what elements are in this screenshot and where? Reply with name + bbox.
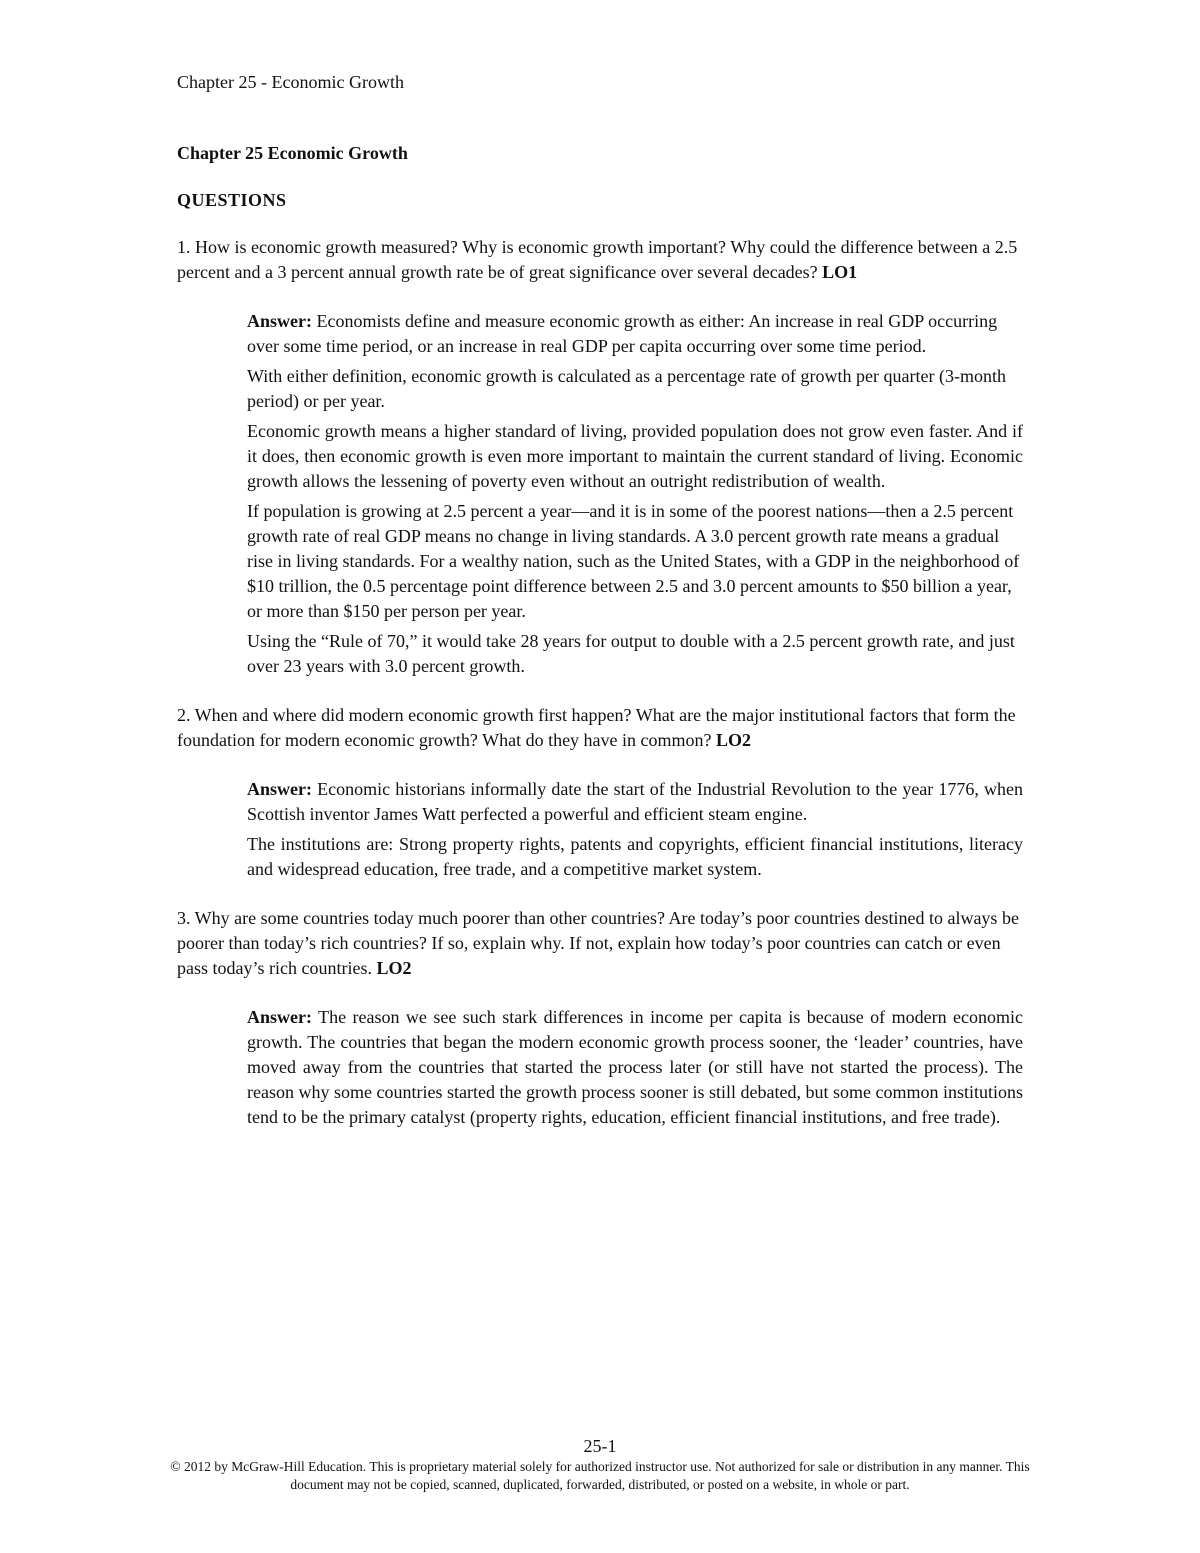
- answer-paragraph: [247, 1005, 1023, 1130]
- answer-text: The reason we see such stark differences in income per capita is because of modern economic growth. The countries that began the modern economic growth process sooner, the ‘leader’ countries, have moved away from the countries that started the process later (or still have not started the process). The reason why some countries started the growth process sooner is still debated, but some common institutions tend to be the primary catalyst (property rights, education, efficient financial institutions, and free trade).: [247, 1007, 1023, 1127]
- answer-3: [247, 1005, 1023, 1130]
- question-1: [177, 235, 1023, 285]
- question-2: [177, 703, 1023, 753]
- answer-paragraph: With either definition, economic growth is calculated as a percentage rate of growth per quarter (3-month period) or per year.: [247, 366, 1006, 411]
- answer-label: Answer:: [247, 779, 312, 799]
- main-content: [177, 141, 1023, 1154]
- question-text: 1. How is economic growth measured? Why is economic growth important? Why could the difference between a 2.5 percent and a 3 percent annual growth rate be of great significance over several decades?: [177, 237, 1018, 282]
- chapter-title: Chapter 25 Economic Growth: [177, 143, 408, 163]
- answer-1: [247, 309, 1023, 679]
- answer-text: Economic historians informally date the start of the Industrial Revolution to the year 1776, when Scottish inventor James Watt perfected a powerful and efficient steam engine.: [247, 779, 1024, 824]
- answer-paragraph: Using the “Rule of 70,” it would take 28 years for output to double with a 2.5 percent growth rate, and just over 23 years with 3.0 percent growth.: [247, 631, 1015, 676]
- answer-label: Answer:: [247, 311, 312, 331]
- question-text: 3. Why are some countries today much poorer than other countries? Are today’s poor countries destined to always be poorer than today’s rich countries? If so, explain why. If not, explain how today’s poor countries can catch or even pass today’s rich countries.: [177, 908, 1019, 978]
- answer-paragraph: [247, 777, 1023, 827]
- answer-paragraph: [247, 309, 1023, 359]
- copyright-notice: © 2012 by McGraw-Hill Education. This is proprietary material solely for authorized instructor use. Not authorized for sale or distribution in any manner. This document may not be copied, scanned, duplicated, forwarded, distributed, or posted on a website, in whole or part.: [170, 1459, 1030, 1492]
- section-title: QUESTIONS: [177, 190, 287, 210]
- answer-paragraph: Economic growth means a higher standard of living, provided population does not grow even faster. And if it does, then economic growth is even more important to maintain the current standard of living. Economic growth allows the lessening of poverty even without an outright redistribution of wealth.: [247, 421, 1023, 491]
- question-3: [177, 906, 1023, 981]
- answer-paragraph: If population is growing at 2.5 percent a year—and it is in some of the poorest nations—then a 2.5 percent growth rate of real GDP means no change in living standards. A 3.0 percent growth rate means a gradual rise in living standards. For a wealthy nation, such as the United States, with a GDP in the neighborhood of $10 trillion, the 0.5 percentage point difference between 2.5 and 3.0 percent amounts to $50 billion a year, or more than $150 per person per year.: [247, 501, 1020, 621]
- question-text: 2. When and where did modern economic growth first happen? What are the major institutional factors that form the foundation for modern economic growth? What do they have in common?: [177, 705, 1016, 750]
- answer-label: Answer:: [247, 1007, 312, 1027]
- learning-objective: LO1: [822, 262, 858, 282]
- answer-2: [247, 777, 1023, 882]
- page-number: 25-1: [583, 1436, 617, 1456]
- learning-objective: LO2: [376, 958, 412, 978]
- answer-text: Economists define and measure economic growth as either: An increase in real GDP occurring over some time period, or an increase in real GDP per capita occurring over some time period.: [247, 311, 998, 356]
- running-header: Chapter 25 - Economic Growth: [177, 72, 404, 92]
- learning-objective: LO2: [716, 730, 752, 750]
- answer-paragraph: The institutions are: Strong property rights, patents and copyrights, efficient financial institutions, literacy and widespread education, free trade, and a competitive market system.: [247, 834, 1023, 879]
